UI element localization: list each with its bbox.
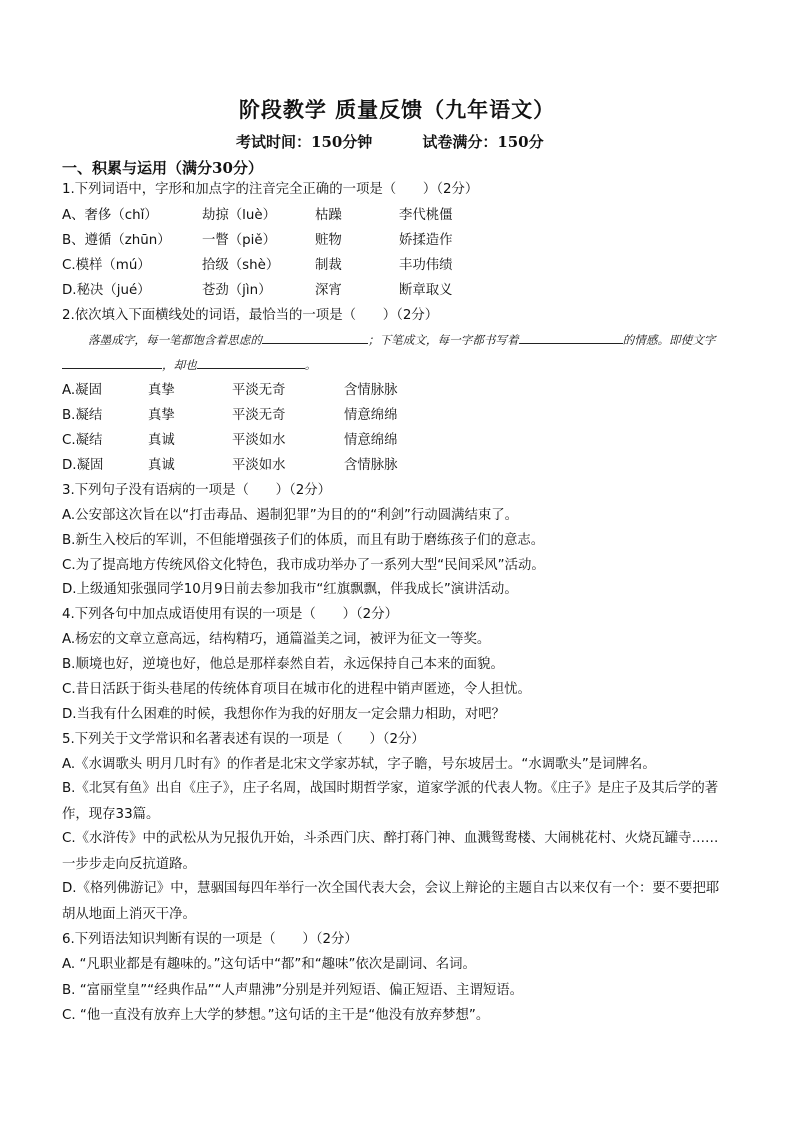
- option-cell: 一瞥（piě）: [202, 233, 277, 248]
- option-cell: D.秘决（jué）: [62, 283, 151, 298]
- question-4-option-b: B.顺境也好，逆境也好，他总是那样泰然自若，永远保持自己本来的面貌。: [62, 657, 504, 672]
- option-cell: 情意绵绵: [344, 433, 398, 448]
- question-3-option-b: B.新生入校后的军训，不但能增强孩子们的体质，而且有助于磨练孩子们的意志。: [62, 533, 545, 548]
- option-cell: 断章取义: [399, 283, 453, 298]
- option-cell: 枯躁: [315, 208, 342, 223]
- page-title: 阶段教学 质量反馈（九年语文）: [238, 97, 556, 122]
- question-3-option-d: D.上级通知张强同学10月9日前去参加我市“红旗飘飘，伴我成长”演讲活动。: [62, 582, 518, 597]
- option-cell: C.模样（mú）: [62, 258, 151, 273]
- option-cell: 平淡无奇: [232, 383, 286, 398]
- question-4-option-d: D.当我有什么困难的时候，我想你作为我的好朋友一定会鼎力相助，对吧？: [62, 707, 506, 722]
- full-score: 试卷满分：150分: [422, 133, 544, 151]
- question-2-stem: 2.依次填入下面横线处的词语，最恰当的一项是（ ）（2分）: [62, 308, 439, 323]
- passage-text: 。: [304, 358, 317, 372]
- option-cell: 真诚: [148, 433, 175, 448]
- exam-info: [236, 131, 544, 152]
- option-cell: 平淡如水: [232, 433, 286, 448]
- question-6-stem: 6.下列语法知识判断有误的一项是（ ）（2分）: [62, 932, 358, 947]
- fill-blank: [62, 356, 162, 369]
- option-cell: 李代桃僵: [399, 208, 453, 223]
- option-cell: 制裁: [315, 258, 342, 273]
- exam-time: 考试时间：150分钟: [236, 133, 373, 151]
- question-5-option-a: A.《水调歌头 明月几时有》的作者是北宋文学家苏轼，字子瞻，号东坡居士。“水调歌头”是词牌名。: [62, 757, 656, 772]
- question-1-stem: 1.下列词语中，字形和加点字的注音完全正确的一项是（ ）（2分）: [62, 182, 479, 197]
- passage-text: 的情: [622, 333, 646, 347]
- question-3-option-c: C.为了提高地方传统风俗文化特色，我市成功举办了一系列大型“民间采风”活动。: [62, 558, 545, 573]
- question-6-option-c: C. “他一直没有放弃上大学的梦想。”这句话的主干是“他没有放弃梦想”。: [62, 1008, 490, 1023]
- question-6-option-a: A. “凡职业都是有趣味的。”这句话中“都”和“趣味”依次是副词、名词。: [62, 957, 476, 972]
- option-cell: 赃物: [315, 233, 342, 248]
- fill-blank: [197, 356, 305, 369]
- option-cell: 劫掠（luè）: [202, 208, 277, 223]
- question-5-stem: 5.下列关于文学常识和名著表述有误的一项是（ ）（2分）: [62, 732, 425, 747]
- option-cell: 情意绵绵: [344, 408, 398, 423]
- option-cell: 娇揉造作: [399, 233, 453, 248]
- question-3-option-a: A.公安部这次旨在以“打击毒品、遏制犯罪”为目的的“利剑”行动圆满结束了。: [62, 508, 519, 523]
- passage-text: 落墨成字，每一笔都饱含着思虑的: [88, 333, 262, 347]
- option-cell: 含情脉脉: [344, 383, 398, 398]
- question-5-option-d: D.《格列佛游记》中，慧骃国每四年举行一次全国代表大会，会议上辩论的主题自古以来仅有一个：要不要把耶胡从地面上消灭干净。: [62, 881, 720, 922]
- option-cell: 深宵: [315, 283, 342, 298]
- question-4-stem: 4.下列各句中加点成语使用有误的一项是（ ）（2分）: [62, 607, 398, 622]
- fill-blank: [262, 331, 368, 344]
- option-cell: 平淡无奇: [232, 408, 286, 423]
- option-cell: 真挚: [148, 408, 175, 423]
- option-cell: A、奢侈（chǐ）: [62, 208, 158, 223]
- option-cell: 丰功伟绩: [399, 258, 453, 273]
- option-cell: 平淡如水: [232, 458, 286, 473]
- passage-text: 感。即使文字: [645, 333, 716, 347]
- option-cell: B.凝结: [62, 408, 103, 423]
- option-cell: D.凝固: [62, 458, 104, 473]
- option-cell: C.凝结: [62, 433, 103, 448]
- option-cell: 含情脉脉: [344, 458, 398, 473]
- question-4-option-c: C.昔日活跃于街头巷尾的传统体育项目在城市化的进程中销声匿迹，令人担忧。: [62, 682, 531, 697]
- option-cell: 真挚: [148, 383, 175, 398]
- passage-text: ，却也: [162, 358, 197, 372]
- fill-blank: [519, 331, 623, 344]
- question-2-passage: [62, 328, 730, 378]
- option-cell: 拾级（shè）: [202, 258, 280, 273]
- passage-text: ；下笔成文，每一字都书写着: [367, 333, 519, 347]
- question-6-option-b: B. “富丽堂皇”“经典作品”“人声鼎沸”分别是并列短语、偏正短语、主谓短语。: [62, 983, 524, 998]
- question-5-option-c: C.《水浒传》中的武松从为兄报仇开始，斗杀西门庆、醉打蒋门神、血溅鸳鸯楼、大闹桃花村、火烧瓦罐寺……一步步走向反抗道路。: [62, 831, 719, 872]
- question-4-option-a: A.杨宏的文章立意高远，结构精巧，通篇溢美之词，被评为征文一等奖。: [62, 632, 491, 647]
- option-cell: 真诚: [148, 458, 175, 473]
- question-5-option-b: B.《北冥有鱼》出自《庄子》，庄子名周，战国时期哲学家，道家学派的代表人物。《庄子》是庄子及其后学的著作，现存33篇。: [62, 781, 719, 822]
- question-3-stem: 3.下列句子没有语病的一项是（ ）（2分）: [62, 483, 332, 498]
- section-heading: 一、积累与运用（满分30分）: [62, 159, 263, 177]
- option-cell: A.凝固: [62, 383, 102, 398]
- option-cell: 苍劲（jìn）: [202, 283, 272, 298]
- option-cell: B、遵循（zhūn）: [62, 233, 171, 248]
